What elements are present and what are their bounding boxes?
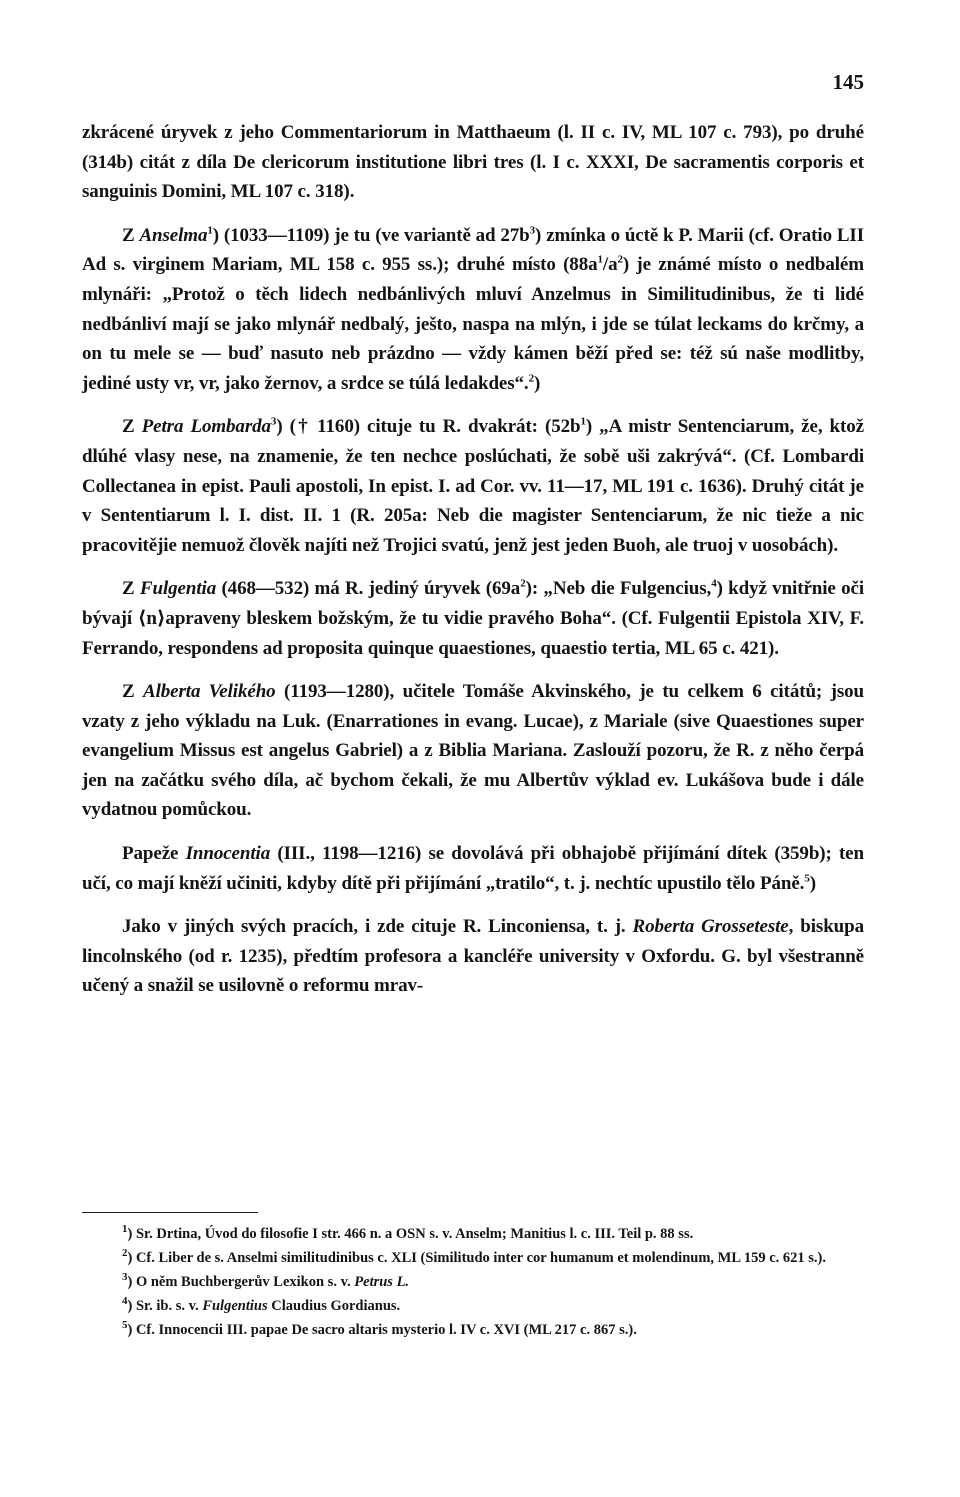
footnote-4 bbox=[82, 1294, 864, 1318]
footnotes bbox=[82, 1222, 864, 1342]
footnote-ref: 2 bbox=[617, 254, 623, 267]
footnote-3 bbox=[82, 1270, 864, 1294]
footnote-mark: 4 bbox=[122, 1295, 128, 1308]
author-name: Innocentia bbox=[185, 843, 271, 865]
footnote-ref: 2 bbox=[520, 577, 526, 590]
footnote-2 bbox=[82, 1246, 864, 1270]
text-run: ) bbox=[809, 872, 816, 894]
footnote-ref: 1 bbox=[597, 254, 603, 267]
text-run: ) († 1160) cituje tu R. dvakrát: (52b bbox=[276, 416, 581, 438]
text-run: ) zmínka o úctě k P. Marii (cf. Oratio LII Ad s. virginem Mariam, ML 158 c. 955 ss.); druhé místo (88a bbox=[82, 224, 864, 276]
paragraph-grosseteste bbox=[82, 912, 864, 1001]
paragraph-fulgentius bbox=[82, 574, 864, 663]
paragraph-text: zkrácené úryvek z jeho Commentariorum in Matthaeum (l. II c. IV, ML 107 c. 793), po druhé (314b) citát z díla De clericorum institutione libri tres (l. I c. XXXI, De sacramentis corporis et sanguinis Domini, ML 107 c. 318). bbox=[82, 122, 864, 203]
text-run: (III., 1198—1216) se dovolává při obhajobě přijímání dítek (359b); ten učí, co mají kněží učiniti, kdyby dítě při přijímání „tratilo“, t. j. nechtíc upustilo tělo Páně. bbox=[82, 843, 864, 894]
main-text bbox=[82, 118, 864, 1015]
paragraph-innocent bbox=[82, 839, 864, 898]
text-run: Papeže bbox=[122, 843, 186, 865]
footnote-1 bbox=[82, 1222, 864, 1246]
text-run: ) když vnitřnie oči bývají ⟨n⟩apraveny bleskem božským, že tu vidie pravého Boha“. (Cf. Fulgentii Epistola XIV, F. Ferrando, respondens ad proposita quinque quaestiones, quaestio tertia, ML 65 c. 421). bbox=[82, 578, 865, 659]
footnote-ref: 3 bbox=[529, 224, 536, 237]
footnote-ref: 2 bbox=[528, 372, 534, 385]
author-name: Anselma bbox=[139, 224, 208, 246]
text-run: Z bbox=[122, 681, 144, 703]
text-run: Jako v jiných svých pracích, i zde cituje R. Linconiensa, t. j. bbox=[122, 916, 633, 938]
text-run: Z bbox=[122, 224, 140, 246]
footnote-ref: 4 bbox=[711, 577, 717, 590]
text-run: Z bbox=[122, 578, 140, 600]
footnote-text: ) Cf. Innocencii III. papae De sacro altaris mysterio l. IV c. XVI (ML 217 c. 867 s.). bbox=[127, 1322, 637, 1338]
footnote-text: Claudius Gordianus. bbox=[267, 1298, 401, 1314]
author-name: Roberta Grosseteste bbox=[632, 916, 789, 938]
footnote-text: ) Sr. ib. s. v. bbox=[127, 1298, 203, 1314]
footnote-5 bbox=[82, 1318, 864, 1342]
paragraph-anselm bbox=[82, 221, 864, 399]
footnote-mark: 1 bbox=[122, 1223, 128, 1236]
text-run: , biskupa lincolnského (od r. 1235), předtím profesora a kancléře university v Oxfordu. G. byl všestranně učený a snažil se usilovně o reformu mrav- bbox=[82, 916, 864, 997]
paragraph-lombard bbox=[82, 412, 864, 560]
paragraph-1 bbox=[82, 118, 864, 207]
text-run: (1193—1280), učitele Tomáše Akvinského, je tu celkem 6 citátů; jsou vzaty z jeho výkladu na Luk. (Enarrationes in evang. Lucae), z Mariale (sive Quaestiones super evangelium Missus est angelus Gabriel) a z Biblia Mariana. Zaslouží pozoru, že R. z něho čerpá jen na začátku svého díla, ač bychom čekali, že mu Albertův výklad ev. Lukášova bude i dále vydatnou pomůckou. bbox=[82, 681, 864, 821]
footnote-ref: 1 bbox=[580, 416, 586, 429]
footnote-mark: 5 bbox=[122, 1319, 128, 1332]
author-name: Fulgentia bbox=[139, 578, 217, 600]
footnote-text: ) Sr. Drtina, Úvod do filosofie I str. 466 n. a OSN s. v. Anselm; Manitius l. c. III. Teil p. 88 ss. bbox=[127, 1226, 694, 1242]
footnote-italic: Fulgentius bbox=[202, 1298, 268, 1314]
text-run: ): „Neb die Fulgencius, bbox=[525, 578, 712, 600]
footnote-mark: 3 bbox=[122, 1271, 128, 1284]
footnote-ref: 3 bbox=[270, 416, 277, 429]
author-name: Alberta Velikého bbox=[143, 681, 276, 703]
paragraph-albert bbox=[82, 677, 864, 825]
footnote-italic: Petrus L. bbox=[354, 1274, 410, 1290]
footnote-ref: 5 bbox=[804, 872, 810, 885]
footnote-mark: 2 bbox=[122, 1247, 128, 1260]
text-run: ) (1033—1109) je tu (ve variantě ad 27b bbox=[212, 224, 530, 246]
text-run: Z bbox=[122, 416, 142, 438]
footnote-divider bbox=[82, 1212, 258, 1213]
author-name: Petra Lombarda bbox=[141, 416, 271, 438]
footnote-ref: 1 bbox=[207, 224, 213, 237]
page-number: 145 bbox=[832, 70, 864, 94]
text-run: ) je známé místo o nedbalém mlynáři: „Protož o těch lidech nedbánlivých mluví Anzelmus in Similitudinibus, že ti lidé nedbánliví mají se jako mlynář nedbalý, ješto, naspa na mlýn, i jde se túlat leckams do krčmy, a on tu mele se — buď nasuto neb prázdno — vždy kámen běží před se: též sú naše modlitby, jediné usty vr, vr, jako žernov, a srdce se túlá ledakdes“. bbox=[82, 254, 864, 394]
text-run: (468—532) má R. jediný úryvek (69a bbox=[216, 578, 521, 600]
text-run: ) „A mistr Sentenciarum, že, ktož dlúhé vlasy nese, na znamenie, že ten nechce poslúchati, že sobě uši zakrývá“. (Cf. Lombardi Collectanea in epist. Pauli apostoli, In epist. I. ad Cor. vv. 11—17, ML 191 c. 1636). Druhý citát je v Sententiarum l. I. dist. II. 1 (R. 205a: Neb die magister Sentenciarum, že nic tieže a nic pracovitějie nemuož člověk najíti než Trojici svatú, jenž jest jeden Buoh, ale truoj v uosobách). bbox=[82, 416, 864, 556]
text-run: ) bbox=[534, 372, 541, 394]
footnote-text: ) Cf. Liber de s. Anselmi similitudinibus c. XLI (Similitudo inter cor humanum et molendinum, ML 159 c. 621 s.). bbox=[127, 1250, 826, 1266]
footnote-text: ) O něm Buchbergerův Lexikon s. v. bbox=[127, 1274, 355, 1290]
text-run: /a bbox=[602, 254, 618, 276]
